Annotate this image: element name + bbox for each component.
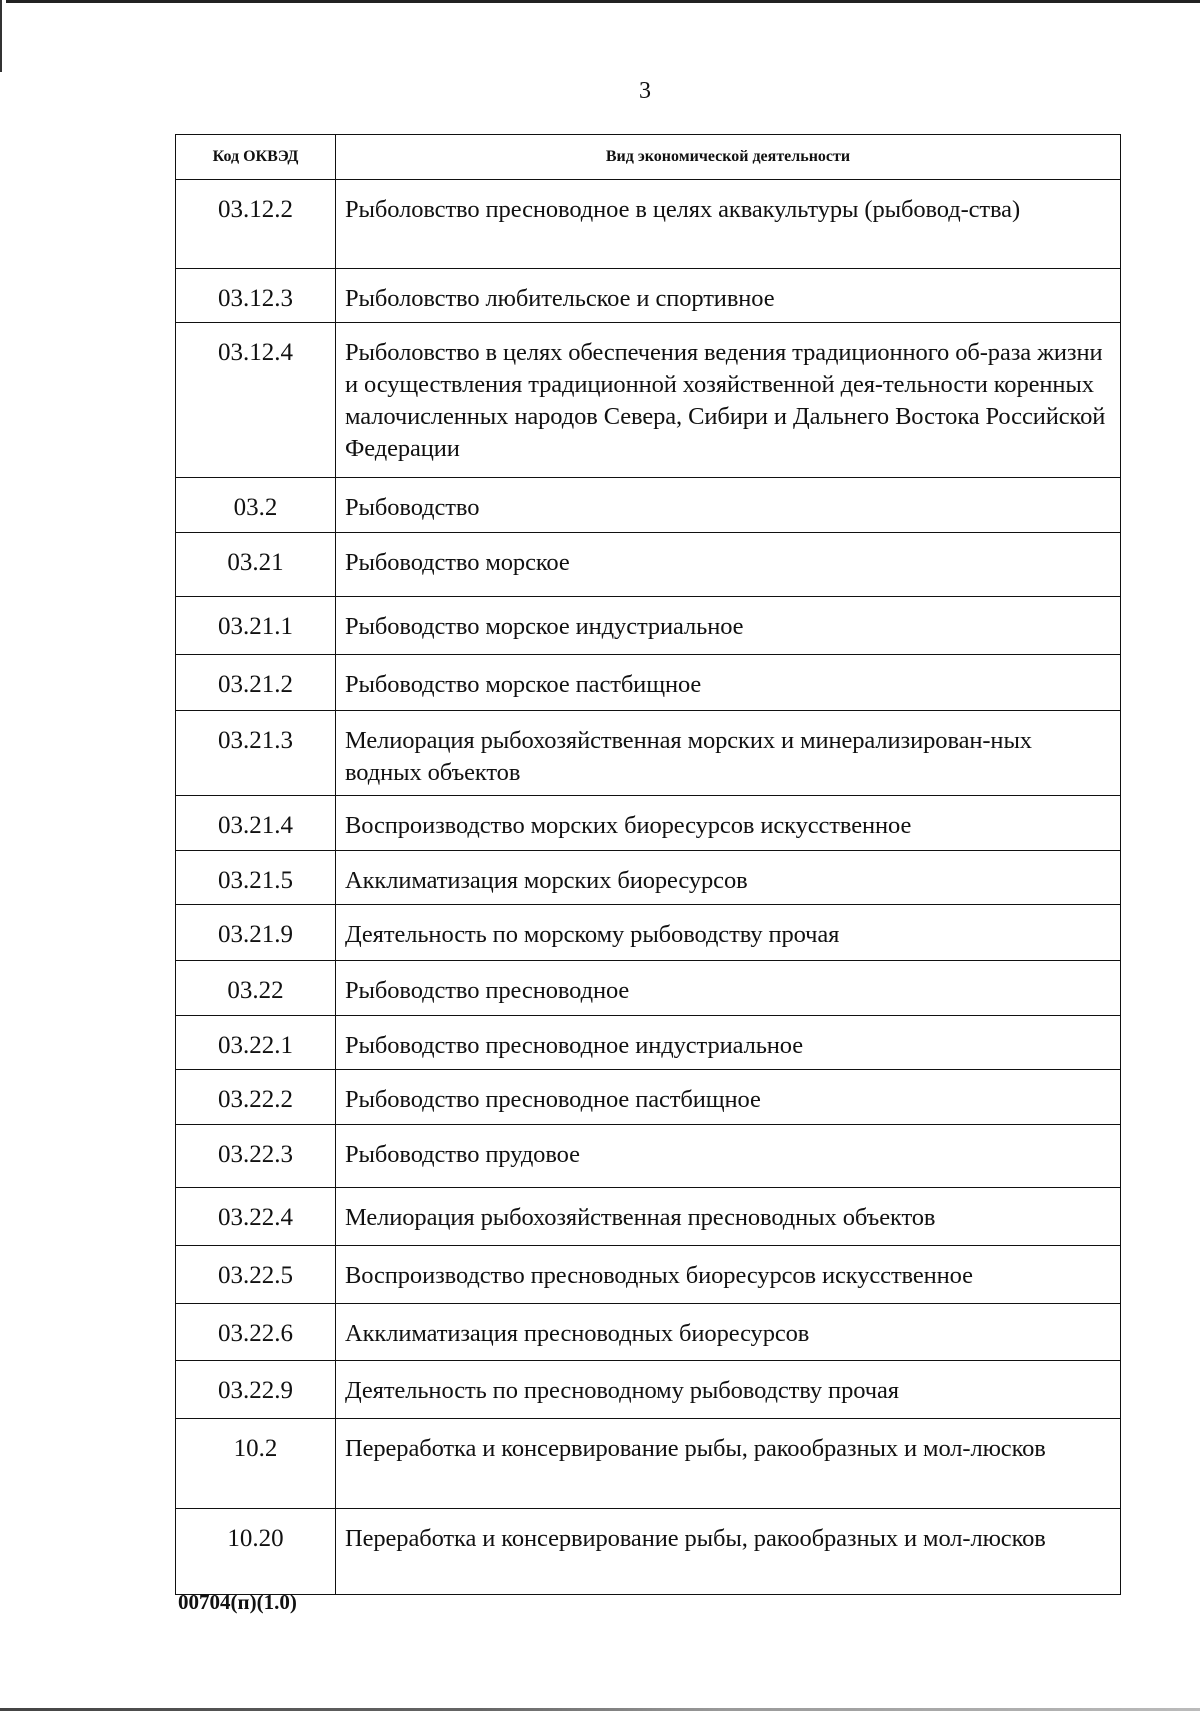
table-row: [176, 961, 1121, 1016]
activity-name: Рыбоводство пресноводное пастбищное: [336, 1070, 1121, 1125]
okved-code: 03.21.3: [176, 711, 336, 796]
activity-name: Рыболовство любительское и спортивное: [336, 269, 1121, 323]
okved-code: 03.22.1: [176, 1016, 336, 1070]
activity-name: Рыбоводство морское индустриальное: [336, 597, 1121, 655]
activity-name: Рыбоводство морское пастбищное: [336, 655, 1121, 711]
okved-code: 10.20: [176, 1509, 336, 1595]
table-row: [176, 905, 1121, 961]
okved-code: 03.21.2: [176, 655, 336, 711]
okved-code: 03.12.4: [176, 323, 336, 478]
okved-code: 03.22.2: [176, 1070, 336, 1125]
activity-name: Мелиорация рыбохозяйственная морских и минерализирован-ных водных объектов: [336, 711, 1121, 796]
table-header-row: [176, 135, 1121, 180]
okved-code: 03.22.5: [176, 1246, 336, 1304]
table-row: [176, 1419, 1121, 1509]
okved-code: 03.2: [176, 478, 336, 533]
scan-edge-top: [6, 0, 1200, 3]
activity-name: Мелиорация рыбохозяйственная пресноводных объектов: [336, 1188, 1121, 1246]
table-row: [176, 597, 1121, 655]
table-row: [176, 711, 1121, 796]
activity-name: Деятельность по пресноводному рыбоводству прочая: [336, 1361, 1121, 1419]
activity-name: Воспроизводство пресноводных биоресурсов искусственное: [336, 1246, 1121, 1304]
table-row: [176, 655, 1121, 711]
okved-code: 10.2: [176, 1419, 336, 1509]
activity-name: Рыболовство пресноводное в целях аквакультуры (рыбовод-ства): [336, 180, 1121, 269]
okved-code: 03.21.5: [176, 851, 336, 905]
activity-name: Рыбоводство морское: [336, 533, 1121, 597]
table-row: [176, 851, 1121, 905]
table-row: [176, 1509, 1121, 1595]
activity-name: Деятельность по морскому рыбоводству прочая: [336, 905, 1121, 961]
table-row: [176, 1016, 1121, 1070]
activity-name: Акклиматизация морских биоресурсов: [336, 851, 1121, 905]
table-row: [176, 269, 1121, 323]
scan-edge-left: [0, 0, 2, 72]
okved-code: 03.22.3: [176, 1125, 336, 1188]
activity-name: Рыбоводство прудовое: [336, 1125, 1121, 1188]
table-row: [176, 180, 1121, 269]
activity-name: Рыболовство в целях обеспечения ведения традиционного об-раза жизни и осуществления традиционной хозяйственной дея-тельности коренных малочисленных народов Севера, Сибири и Дальнего Востока Российской Федерации: [336, 323, 1121, 478]
table-row: [176, 1188, 1121, 1246]
okved-code: 03.12.2: [176, 180, 336, 269]
okved-code: 03.22.9: [176, 1361, 336, 1419]
activity-name: Воспроизводство морских биоресурсов искусственное: [336, 796, 1121, 851]
header-code: Код ОКВЭД: [176, 135, 336, 180]
activity-name: Акклиматизация пресноводных биоресурсов: [336, 1304, 1121, 1361]
activity-name: Рыбоводство: [336, 478, 1121, 533]
table-row: [176, 323, 1121, 478]
table-row: [176, 1246, 1121, 1304]
activity-name: Рыбоводство пресноводное: [336, 961, 1121, 1016]
okved-code: 03.12.3: [176, 269, 336, 323]
okved-code: 03.22.4: [176, 1188, 336, 1246]
okved-code: 03.21.1: [176, 597, 336, 655]
document-form-code: 00704(п)(1.0): [178, 1590, 297, 1614]
okved-code: 03.22: [176, 961, 336, 1016]
page-number: 3: [639, 78, 651, 104]
scan-edge-bottom: [0, 1708, 1200, 1711]
okved-table: [175, 134, 1121, 1595]
okved-code: 03.21.9: [176, 905, 336, 961]
okved-code: 03.21.4: [176, 796, 336, 851]
table-row: [176, 1125, 1121, 1188]
activity-name: Переработка и консервирование рыбы, ракообразных и мол-люсков: [336, 1509, 1121, 1595]
okved-code: 03.21: [176, 533, 336, 597]
table-row: [176, 796, 1121, 851]
table-row: [176, 1070, 1121, 1125]
table-row: [176, 1361, 1121, 1419]
table-row: [176, 533, 1121, 597]
header-name: Вид экономической деятельности: [336, 135, 1121, 180]
table-row: [176, 478, 1121, 533]
activity-name: Рыбоводство пресноводное индустриальное: [336, 1016, 1121, 1070]
okved-code: 03.22.6: [176, 1304, 336, 1361]
table-row: [176, 1304, 1121, 1361]
activity-name: Переработка и консервирование рыбы, ракообразных и мол-люсков: [336, 1419, 1121, 1509]
